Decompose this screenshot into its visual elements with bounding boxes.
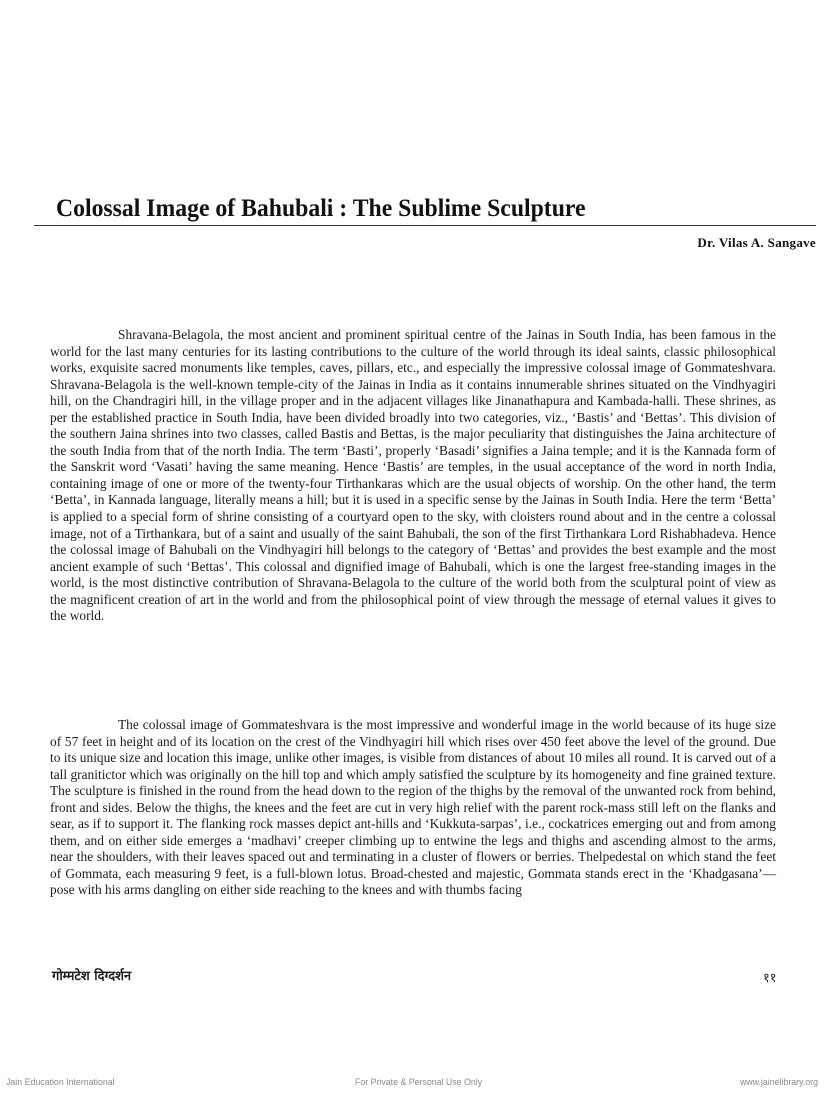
title-underline-divider <box>34 225 816 226</box>
footer-website-link[interactable]: www.jainelibrary.org <box>739 1077 818 1087</box>
article-title: Colossal Image of Bahubali : The Sublime Sculpture <box>56 193 586 222</box>
footer-usage-notice: For Private & Personal Use Only <box>355 1077 483 1087</box>
article-body-paragraph-1 <box>50 327 776 625</box>
article-author: Dr. Vilas A. Sangave <box>697 235 816 250</box>
publication-name-hindi: गोम्मटेश दिग्दर्शन <box>52 969 132 984</box>
article-body-paragraph-2 <box>50 717 776 899</box>
paragraph-text: The colossal image of Gommateshvara is the most impressive and wonderful image in the world because of its huge size of 57 feet in height and of its location on the crest of the Vindhyagiri hill which rises over 450 feet above the level of the ground. Due to its unique size and location this image, unlike other images, is visible from distances of about 10 miles all round. It is carved out of a tall granitictor which was originally on the hill top and which amply satisfied the sculpture by its homogeneity and fine grained texture. The sculpture is finished in the round from the head down to the region of the thighs by the removal of the unwanted rock from behind, front and sides. Below the thighs, the knees and the feet are cut in very high relief with the parent rock-mass still left on the flanks and sear, as if to support it. The flanking rock masses depict ant-hills and ‘Kukkuta-sarpas’, i.e., cockatrices emerging out and from among them, and on either side emerges a ‘madhavi’ creeper climbing up to entwine the legs and thighs and ascending almost to the arms, near the shoulders, with their leaves spaced out and terminating in a cluster of flowers or berries. Thelpedestal on which stand the feet of Gommata, each measuring 9 feet, is a full-blown lotus. Broad-chested and majestic, Gommata stands erect in the ‘Khadgasana’—pose with his arms dangling on either side reaching to the knees and with thumbs facing <box>50 717 776 898</box>
footer-publisher: Jain Education International <box>6 1077 115 1087</box>
paragraph-text: Shravana-Belagola, the most ancient and prominent spiritual centre of the Jainas in South India, has been famous in the world for the last many centuries for its lasting contributions to the culture of the world through its ideal saints, classic philosophical works, exquisite sacred monuments like temples, caves, pillars, etc., and especially the impressive colossal image of Gommateshvara. Shravana-Belagola is the well-known temple-city of the Jainas in India as it contains innumerable shrines situated on the Vindhyagiri hill, on the Chandragiri hill, in the village proper and in the adjacent villages like Jinanathapura and Kambada-halli. These shrines, as per the established practice in South India, have been divided broadly into two categories, viz., ‘Bastis’ and ‘Bettas’. This division of the southern Jaina shrines into two classes, called Bastis and Bettas, is the major peculiarity that distinguishes the Jaina architecture of the south India from that of the north India. The term ‘Basti’, properly ‘Basadi’ signifies a Jaina temple; and it is the Kannada form of the Sanskrit word ‘Vasati’ having the same meaning. Hence ‘Bastis’ are temples, in the usual acceptance of the word in north India, containing image of one or more of the twenty-four Tirthankaras which are the usual objects of worship. On the other hand, the term ‘Betta’, in Kannada language, literally means a hill; but it is used in a specific sense by the Jainas in South India. Here the term ‘Betta’ is applied to a special form of shrine consisting of a courtyard open to the sky, with cloisters round about and in the centre a colossal image, not of a Tirthankara, but of a saint and usually of the saint Bahubali, the son of the first Tirthankara Lord Rishabhadeva. Hence the colossal image of Bahubali on the Vindhyagiri hill belongs to the category of ‘Bettas’ and provides the best example and the most ancient example of such ‘Bettas’. This colossal and dignified image of Bahubali, which is one the largest free-standing images in the world, is the most distinctive contribution of Shravana-Belagola to the culture of the world both from the sculptural point of view as the magnificent creation of art in the world and from the philosophical point of view through the message of eternal values it gives to the world. <box>50 327 776 624</box>
page-number: ११ <box>763 971 777 986</box>
